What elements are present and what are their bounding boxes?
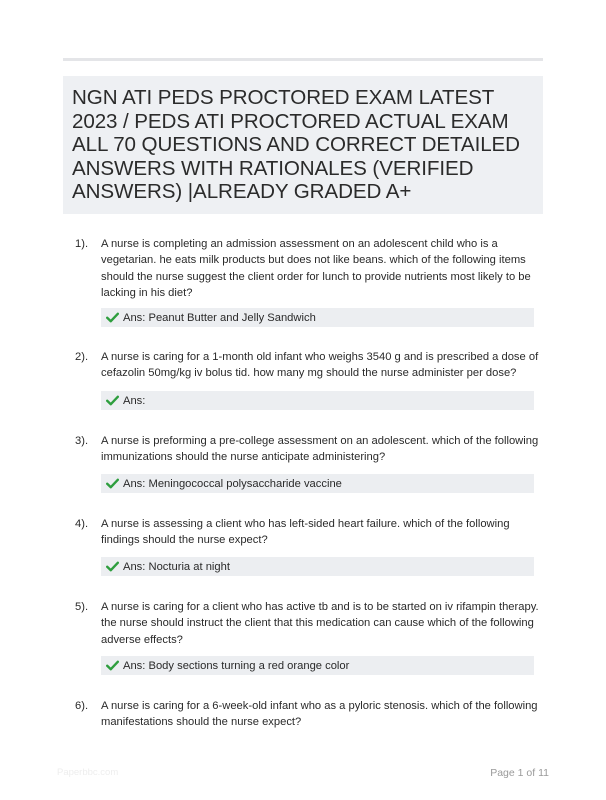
answer-box	[101, 308, 534, 327]
answer-box	[101, 474, 534, 493]
question-text: A nurse is assessing a client who has left-sided heart failure. which of the following findings should the nurse expect?	[101, 518, 510, 547]
answer-text: Ans: Peanut Butter and Jelly Sandwich	[123, 311, 316, 324]
question-text: A nurse is caring for a 1-month old infant who weighs 3540 g and is prescribed a dose of cefazolin 50mg/kg iv bolus tid. how many mg should the nurse administer per dose?	[101, 351, 539, 380]
title-box	[63, 76, 543, 214]
answer-text: Ans: Meningococcal polysaccharide vaccine	[123, 477, 342, 490]
check-icon	[106, 395, 119, 406]
question-text: A nurse is caring for a client who has active tb and is to be started on iv rifampin therapy. the nurse should instruct the client that this medication can cause which of the following adverse effects?	[101, 601, 539, 646]
question-number: 4).	[75, 518, 89, 530]
check-icon	[106, 312, 119, 323]
check-icon	[106, 561, 119, 572]
answer-box	[101, 656, 534, 675]
question-number: 3).	[75, 435, 89, 447]
answer-text: Ans: Body sections turning a red orange color	[123, 659, 350, 672]
answer-text: Ans: Nocturia at night	[123, 560, 230, 573]
top-divider	[63, 58, 543, 61]
question-number: 1).	[75, 238, 89, 250]
question-text: A nurse is preforming a pre-college assessment on an adolescent. which of the following immunizations should the nurse anticipate administering?	[101, 435, 539, 464]
page-title: NGN ATI PEDS PROCTORED EXAM LATEST 2023 / PEDS ATI PROCTORED ACTUAL EXAM ALL 70 QUESTIONS AND CORRECT DETAILED ANSWERS WITH RATIONALES (VERIFIED ANSWERS) |ALREADY GRADED A+	[72, 86, 520, 204]
answer-box	[101, 391, 534, 410]
question-text: A nurse is caring for a 6-week-old infant who as a pyloric stenosis. which of the following manifestations should the nurse expect?	[101, 700, 538, 729]
check-icon	[106, 660, 119, 671]
question-number: 6).	[75, 700, 89, 712]
question-text: A nurse is completing an admission assessment on an adolescent child who is a vegetarian. he eats milk products but does not like beans. which of the following items should the nurse suggest the client order for lunch to provide nutrients most likely to be lacking in his diet?	[101, 238, 531, 300]
question-number: 2).	[75, 351, 89, 363]
footer-watermark: Paperbbc.com	[57, 767, 119, 778]
answer-text: Ans:	[123, 394, 146, 407]
page-indicator: Page 1 of 11	[490, 767, 549, 779]
question-number: 5).	[75, 601, 89, 613]
check-icon	[106, 478, 119, 489]
answer-box	[101, 557, 534, 576]
